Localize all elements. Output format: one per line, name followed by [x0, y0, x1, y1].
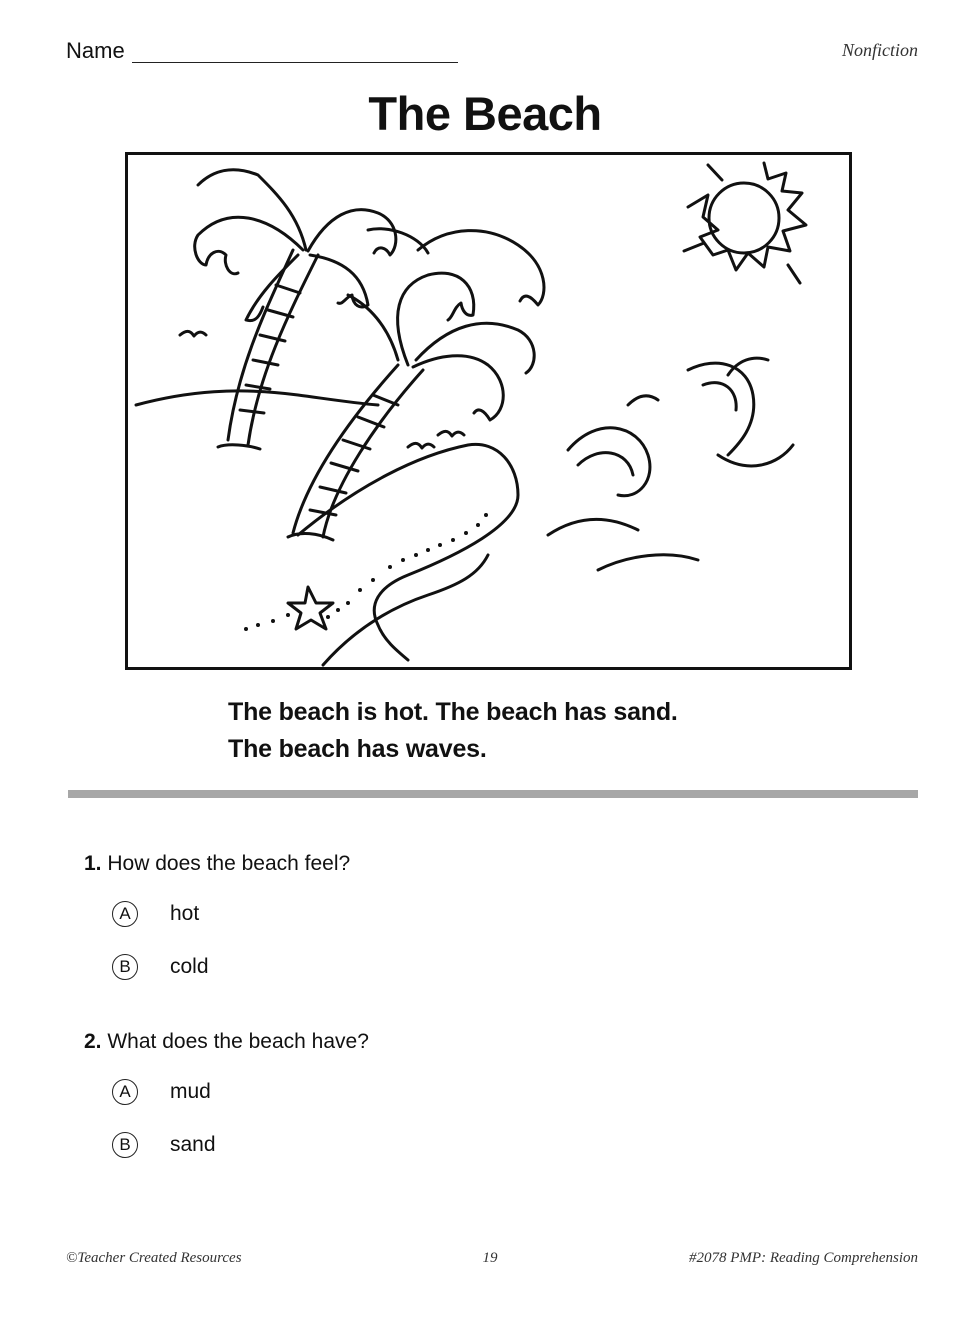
footer-publisher: ©Teacher Created Resources — [66, 1250, 242, 1266]
answer-text: cold — [170, 955, 209, 978]
bird-icon — [438, 431, 464, 436]
answer-bubble[interactable]: A — [112, 901, 138, 927]
question-number: 2. — [84, 1030, 102, 1053]
palm-tree-left — [195, 170, 396, 449]
name-write-line[interactable] — [132, 62, 458, 63]
wave-edge — [323, 555, 488, 665]
page-title: The Beach — [368, 87, 602, 140]
waves — [548, 358, 793, 570]
question-text: How does the beach feel? — [107, 852, 351, 875]
sun-icon — [684, 163, 806, 283]
answer-bubble[interactable]: A — [112, 1079, 138, 1105]
answer-text: mud — [170, 1080, 211, 1103]
answer-option-1a[interactable] — [112, 901, 199, 927]
bird-icon — [408, 443, 434, 448]
bird-icon — [180, 331, 206, 336]
question-text: What does the beach have? — [107, 1030, 369, 1053]
question-1 — [84, 852, 350, 876]
answer-option-2b[interactable] — [112, 1132, 216, 1158]
answer-bubble[interactable]: B — [112, 1132, 138, 1158]
genre-label: Nonfiction — [842, 40, 918, 60]
shoreline — [298, 444, 518, 660]
answer-bubble[interactable]: B — [112, 954, 138, 980]
name-label: Name — [66, 38, 125, 63]
sand-dots — [244, 513, 488, 631]
footer-series: #2078 PMP: Reading Comprehension — [689, 1250, 918, 1266]
reading-passage — [228, 694, 678, 768]
answer-text: hot — [170, 902, 200, 925]
page-number: 19 — [482, 1250, 498, 1266]
beach-illustration — [125, 152, 852, 670]
section-divider — [68, 790, 918, 798]
starfish-icon — [288, 587, 333, 629]
answer-text: sand — [170, 1133, 216, 1156]
answer-option-1b[interactable] — [112, 954, 209, 980]
question-2 — [84, 1030, 369, 1054]
passage-line: The beach is hot. The beach has sand. — [228, 698, 678, 726]
question-number: 1. — [84, 852, 102, 875]
passage-line: The beach has waves. — [228, 735, 487, 763]
answer-option-2a[interactable] — [112, 1079, 211, 1105]
palm-tree-right — [288, 229, 544, 540]
